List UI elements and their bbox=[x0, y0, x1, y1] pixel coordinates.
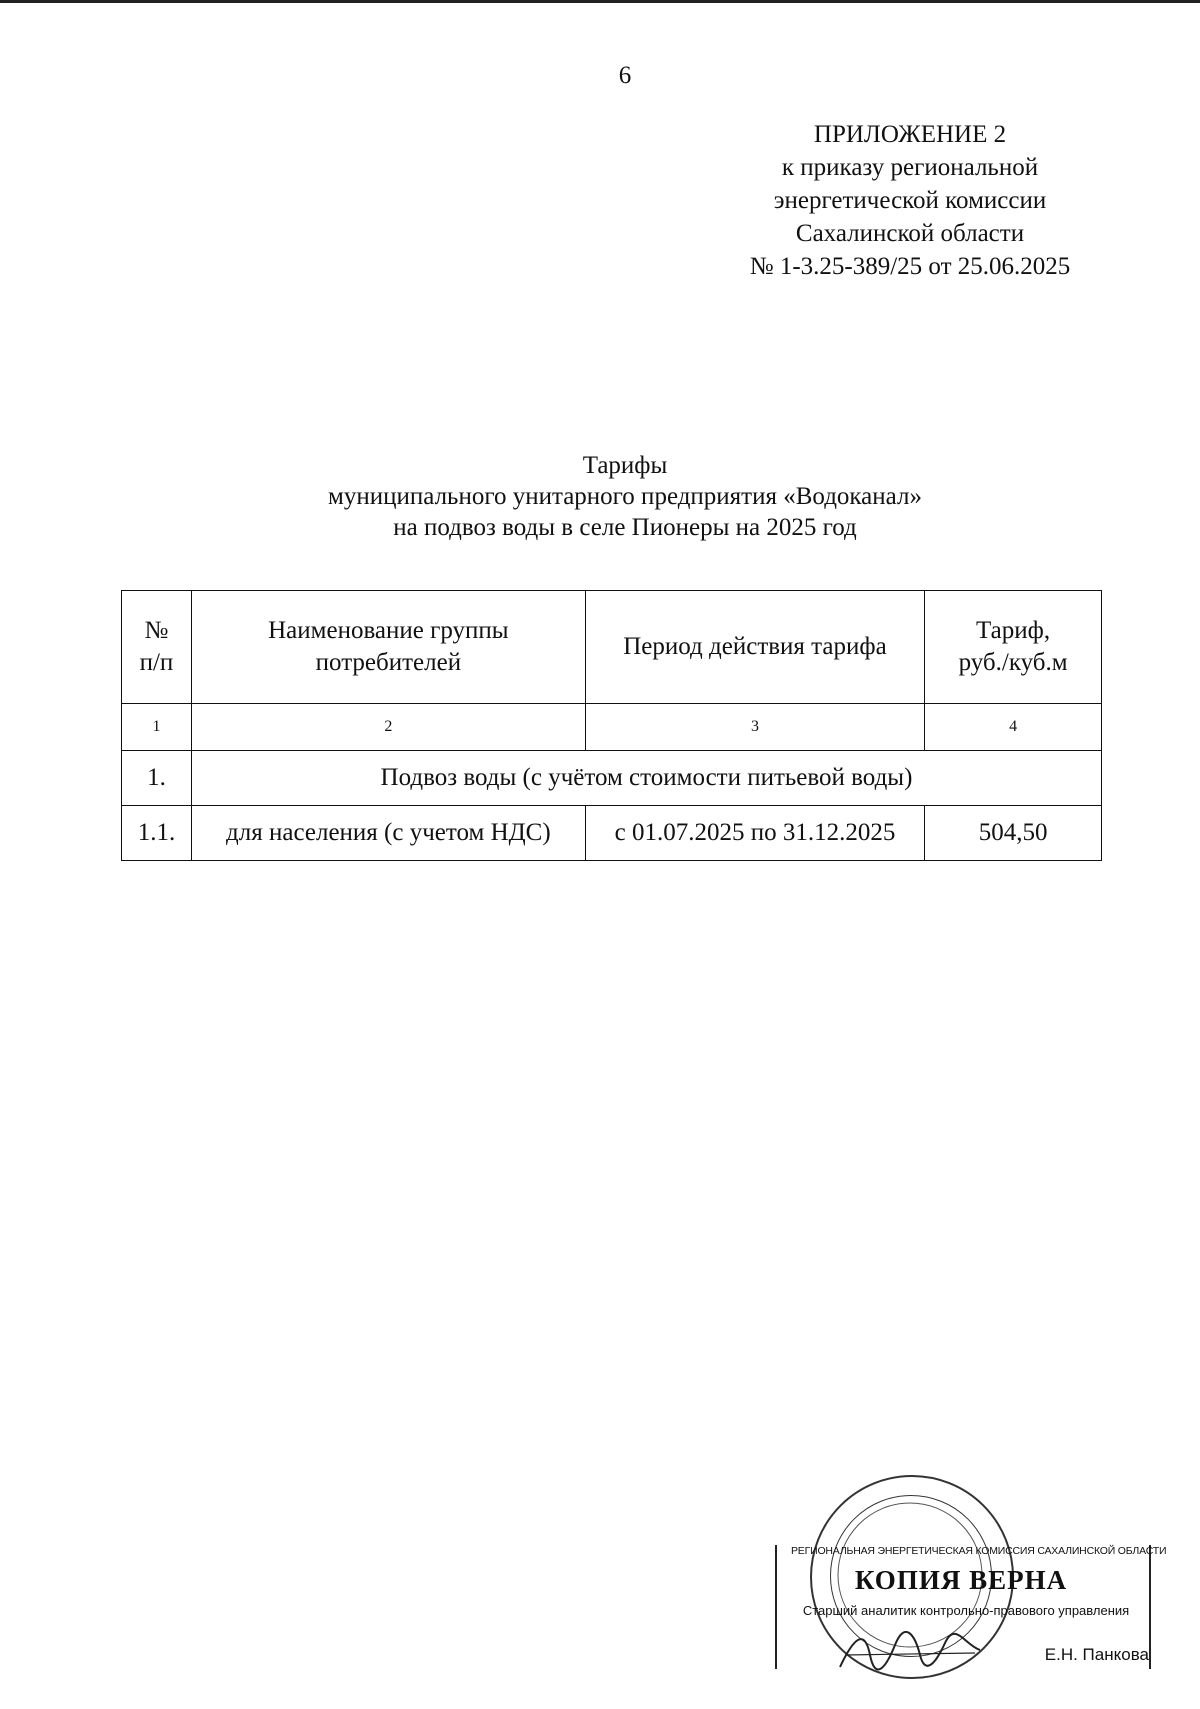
document-title bbox=[0, 450, 1200, 543]
appendix-order-number: № 1-3.25-389/25 от 25.06.2025 bbox=[749, 253, 1071, 280]
page-number: 6 bbox=[618, 62, 632, 89]
appendix-title: ПРИЛОЖЕНИЕ 2 bbox=[813, 121, 1007, 148]
section-row bbox=[122, 751, 1102, 806]
title-line: муниципального унитарного предприятия «Водоканал» bbox=[328, 483, 922, 510]
certification-stamp bbox=[775, 1475, 1167, 1705]
header-group-line: потребителей bbox=[315, 649, 462, 676]
row-tariff: 504,50 bbox=[925, 806, 1102, 861]
column-number: 2 bbox=[191, 704, 585, 751]
appendix-line: к приказу региональной bbox=[781, 154, 1039, 181]
handwritten-signature bbox=[835, 1625, 985, 1675]
header-tariff-line: Тариф, bbox=[976, 617, 1051, 644]
stamp-signer: Е.Н. Панкова bbox=[1044, 1645, 1149, 1664]
header-num-symbol: № bbox=[144, 617, 169, 644]
header-num bbox=[122, 591, 192, 704]
section-name: Подвоз воды (с учётом стоимости питьевой воды) bbox=[191, 751, 1101, 806]
section-number: 1. bbox=[122, 751, 192, 806]
header-tariff bbox=[925, 591, 1102, 704]
column-number: 1 bbox=[122, 704, 192, 751]
table-header-row bbox=[122, 591, 1102, 704]
column-number-row bbox=[122, 704, 1102, 751]
header-group-line: Наименование группы bbox=[268, 617, 509, 644]
header-num-abbr: п/п bbox=[139, 649, 174, 676]
title-line: Тарифы bbox=[582, 452, 668, 479]
header-period: Период действия тарифа bbox=[585, 591, 924, 704]
stamp-title: КОПИЯ ВЕРНА bbox=[854, 1565, 1068, 1595]
column-number: 3 bbox=[585, 704, 924, 751]
top-edge-rule bbox=[0, 0, 1200, 3]
tariff-table bbox=[121, 590, 1102, 861]
appendix-block bbox=[700, 118, 1120, 283]
stamp-position: Старший аналитик контрольно-правового управления bbox=[802, 1603, 1130, 1618]
stamp-organization: РЕГИОНАЛЬНАЯ ЭНЕРГЕТИЧЕСКАЯ КОМИССИЯ САХАЛИНСКОЙ ОБЛАСТИ bbox=[791, 1545, 1167, 1557]
row-consumer-group: для населения (с учетом НДС) bbox=[191, 806, 585, 861]
row-period: с 01.07.2025 по 31.12.2025 bbox=[585, 806, 924, 861]
table-row bbox=[122, 806, 1102, 861]
title-line: на подвоз воды в селе Пионеры на 2025 год bbox=[393, 514, 857, 541]
column-number: 4 bbox=[925, 704, 1102, 751]
appendix-line: энергетической комиссии bbox=[773, 187, 1047, 214]
header-consumer-group bbox=[191, 591, 585, 704]
appendix-line: Сахалинской области bbox=[795, 220, 1025, 247]
header-tariff-unit: руб./куб.м bbox=[958, 649, 1068, 676]
row-number: 1.1. bbox=[122, 806, 192, 861]
